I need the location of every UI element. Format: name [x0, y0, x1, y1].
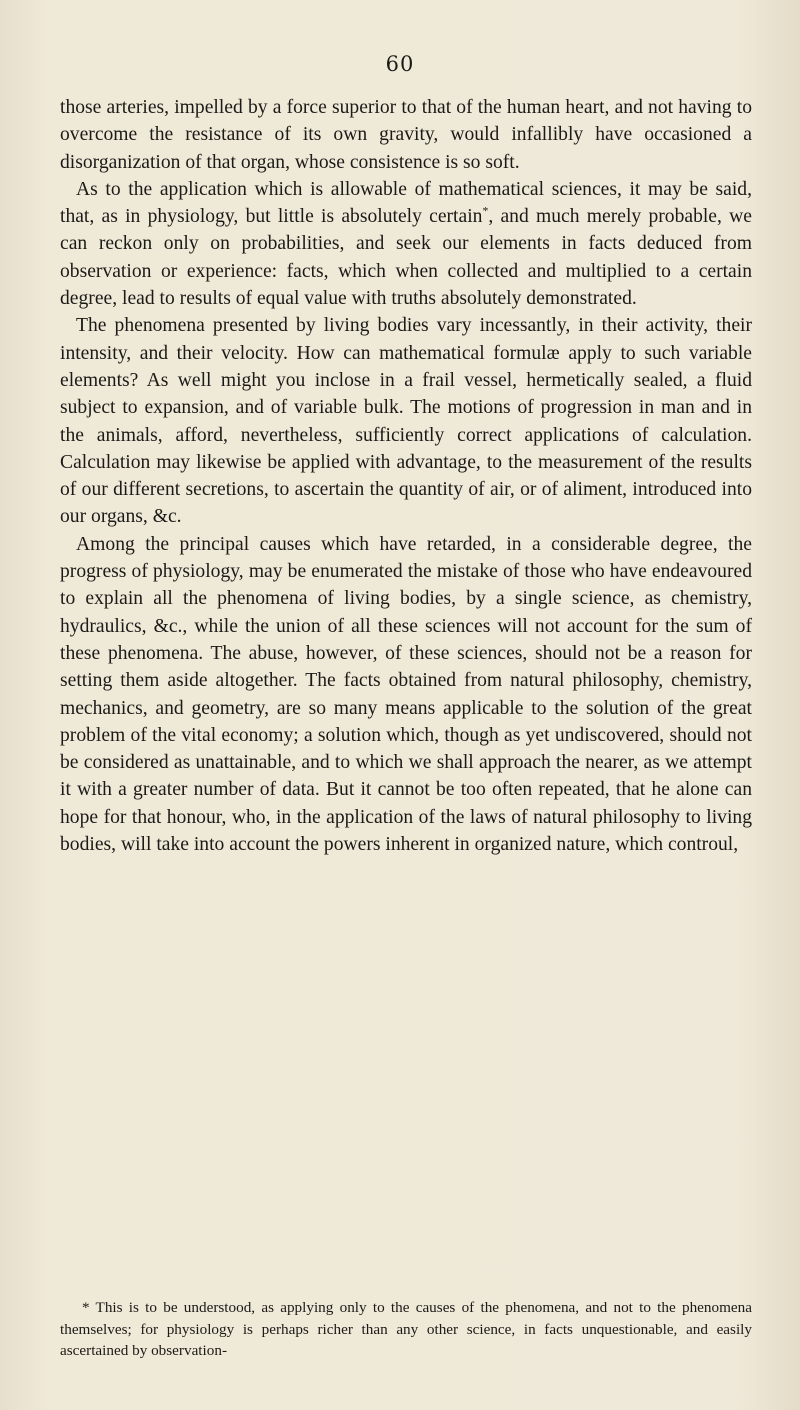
paragraph-4: Among the principal causes which have retarded, in a considerable degree, the progress of physiology, may be enumerated the mistake of those who have endeavoured to explain all the phenomena of living bodies, by a single science, as chemistry, hydraulics, &c., while the union of all these sciences will not account for the sum of these phenomena. The abuse, however, of these sciences, should not be a reason for setting them aside altogether. The facts obtained from natural philosophy, chemistry, mechanics, and geometry, are so many means applicable to the solution of the great problem of the vital economy; a solution which, though as yet undiscovered, should not be considered as unattainable, and to which we shall approach the nearer, as we attempt it with a greater number of data. But it cannot be too often repeated, that he alone can hope for that honour, who, in the application of the laws of natural philosophy to living bodies, will take into account the powers inherent in organized nature, which controul,: [60, 533, 752, 856]
paragraph-1: those arteries, impelled by a force superior to that of the human heart, and not having to overcome the resistance of its own gravity, would infallibly have occasioned a disorganization of that organ, whose consistence is so soft.: [60, 97, 752, 173]
paragraph-2: [60, 176, 752, 312]
body-text: [60, 94, 752, 858]
footnote: [60, 1297, 752, 1362]
paragraph-2-continuation: , and much merely probable, we can reckon only on probabilities, and seek our elements in facts deduced from observation or experience: facts, which when collected and multiplied to a certain degree, lead to results of equal value with truths absolutely demonstrated.: [60, 206, 753, 310]
page-number: 60: [385, 52, 415, 76]
paragraph-2-text: As to the application which is allowable of mathematical sciences, it may be said, that, as in physiology, but little is absolutely certain: [60, 178, 752, 228]
footnote-reference[interactable]: *: [482, 204, 489, 218]
footnote-text: * This is to be understood, as applying only to the causes of the phenomena, and not to the phenomena themselves; for physiology is perhaps richer than any other science, in facts unquestionable, and easily ascertained by observation-: [60, 1299, 752, 1359]
paragraph-3: The phenomena presented by living bodies vary incessantly, in their activity, their intensity, and their velocity. How can mathematical formulæ apply to such variable elements? As well might you inclose in a frail vessel, hermetically sealed, a fluid subject to expansion, and of variable bulk. The motions of progression in man and in the animals, afford, nevertheless, sufficiently correct applications of calculation. Calculation may likewise be applied with advantage, to the measurement of the results of our different secretions, to ascertain the quantity of air, or of aliment, introduced into our organs, &c.: [60, 315, 752, 528]
